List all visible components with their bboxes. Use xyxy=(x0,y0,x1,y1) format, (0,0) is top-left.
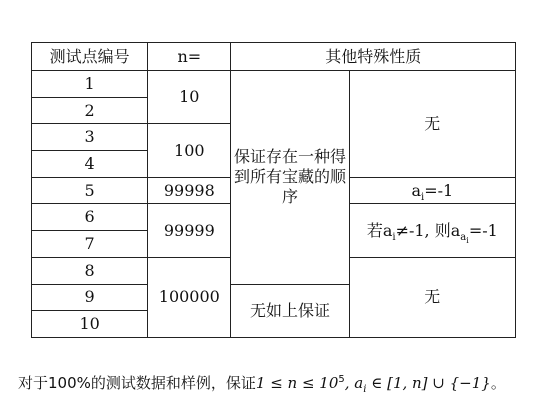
table-row xyxy=(32,71,516,98)
property-conditional: 若$a_i\ne-1$, 则$a_{a_i}=-1$ xyxy=(349,204,515,257)
test-id-cell: 2 xyxy=(32,97,148,124)
header-properties: 其他特殊性质 xyxy=(231,43,516,71)
header-n: n= xyxy=(148,43,231,71)
constraints-footnote: 对于100%的测试数据和样例，保证$1 \le n \le 10^5$, $a_i$ ∈ [1, n] ∪ {−1}。 xyxy=(18,374,506,395)
n-cell: 100 xyxy=(148,124,231,177)
test-id-cell: 1 xyxy=(32,71,148,98)
header-test-id: 测试点编号 xyxy=(32,43,148,71)
property-none-top: 无 xyxy=(349,71,515,178)
test-id-cell: 10 xyxy=(32,311,148,338)
test-id-cell: 8 xyxy=(32,257,148,284)
property-no-guarantee: 无如上保证 xyxy=(231,284,349,337)
n-cell: 99999 xyxy=(148,204,231,257)
test-id-cell: 3 xyxy=(32,124,148,151)
property-ai-neg1: $a_i=-1$ xyxy=(349,177,515,204)
n-cell: 10 xyxy=(148,71,231,124)
test-id-cell: 6 xyxy=(32,204,148,231)
test-id-cell: 5 xyxy=(32,177,148,204)
test-id-cell: 7 xyxy=(32,231,148,258)
n-cell: 100000 xyxy=(148,257,231,337)
n-cell: 99998 xyxy=(148,177,231,204)
test-id-cell: 4 xyxy=(32,151,148,178)
property-none-bottom: 无 xyxy=(349,257,515,337)
test-id-cell: 9 xyxy=(32,284,148,311)
property-guaranteed-order: 保证存在一种得到所有宝藏的顺序 xyxy=(231,71,349,285)
table-header-row xyxy=(32,43,516,71)
constraints-table xyxy=(31,42,516,338)
